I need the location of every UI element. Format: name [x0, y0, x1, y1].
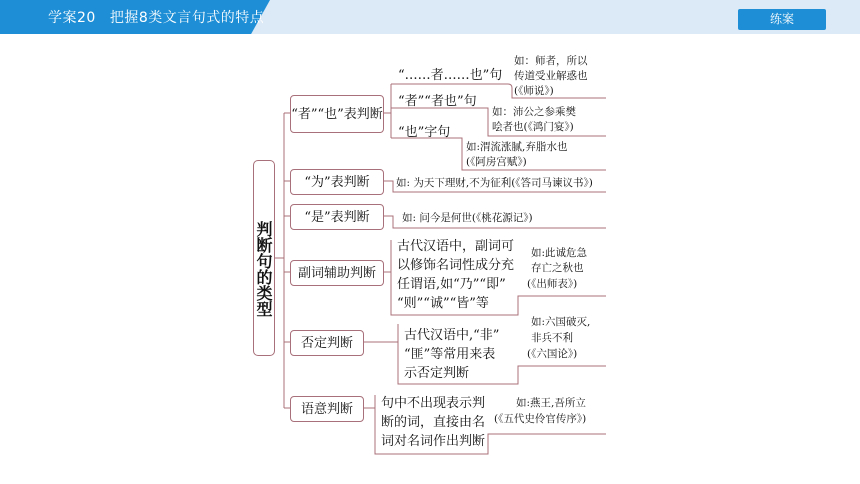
semantic-desc-3: 词对名词作出判断	[381, 434, 486, 449]
branch-zhe-ye-label: “者”“也”表判断	[291, 106, 383, 122]
example-linguan-1: 如:燕王,吾所立	[516, 397, 586, 409]
negation-desc-3: 示否定判断	[404, 366, 470, 381]
example-shishuo-3: (《师说》)	[514, 85, 554, 97]
branch-shi-label: “是”表判断	[304, 209, 370, 225]
branch-semantic	[290, 396, 364, 422]
sub-ye-sentence: “也”字句	[398, 125, 451, 140]
lesson-number: 学案20	[48, 10, 96, 26]
example-liuguolun-3: (《六国论》)	[527, 348, 578, 360]
branch-zhe-ye	[290, 95, 384, 133]
negation-desc-1: 古代汉语中,“非”	[404, 328, 500, 343]
example-chushibiao-3: (《出师表》)	[527, 278, 578, 290]
lianan-button[interactable]: 练案	[738, 9, 826, 30]
branch-semantic-label: 语意判断	[300, 401, 353, 417]
adverb-desc-3: 任谓语,如“乃”“即”	[397, 277, 506, 292]
root-node: 判断句的类型	[253, 160, 275, 356]
example-chushibiao-1: 如:此诚危急	[531, 247, 588, 259]
example-shishuo-1: 如：师者，所以	[514, 55, 588, 67]
adverb-desc-1: 古代汉语中，副词可	[397, 239, 515, 254]
semantic-desc-1: 句中不出现表示判	[381, 396, 486, 411]
example-dasima: 如: 为天下理财,不为征利(《答司马谏议书》)	[396, 177, 593, 189]
branch-adverb-label: 副词辅助判断	[297, 265, 376, 281]
example-liuguolun-2: 非兵不利	[531, 332, 573, 344]
adverb-desc-4: “则”“诚”“皆”等	[397, 296, 489, 311]
example-afanggong-1: 如:渭流涨腻,弃脂水也	[466, 141, 568, 153]
example-taohuayuan: 如: 问今是何世(《桃花源记》)	[402, 212, 533, 224]
branch-adverb	[290, 260, 384, 286]
example-afanggong-2: (《阿房宫赋》)	[466, 156, 527, 168]
example-linguan-2: (《五代史伶官传序》)	[494, 413, 587, 425]
example-liuguolun-1: 如:六国破灭,	[531, 316, 591, 328]
sub-zhe-zheye: “者”“者也”句	[398, 94, 477, 109]
branch-wei	[290, 169, 384, 195]
sub-zhe-ye-sentence: “……者……也”句	[398, 68, 503, 83]
example-shishuo-2: 传道受业解惑也	[514, 70, 588, 82]
branch-negation	[290, 330, 364, 356]
negation-desc-2: “匪”等常用来表	[404, 347, 496, 362]
semantic-desc-2: 断的词，直接由名	[381, 415, 486, 430]
branch-shi	[290, 204, 384, 230]
lesson-title: 把握8类文言句式的特点	[109, 10, 265, 26]
example-chushibiao-2: 存亡之秋也	[531, 262, 584, 274]
adverb-desc-2: 以修饰名词性成分充	[397, 258, 515, 273]
branch-negation-label: 否定判断	[300, 335, 353, 351]
example-hongmenyan-1: 如：沛公之参乘樊	[492, 106, 576, 118]
example-hongmenyan-2: 哙者也(《鸿门宴》)	[492, 121, 574, 133]
branch-wei-label: “为”表判断	[304, 174, 370, 190]
